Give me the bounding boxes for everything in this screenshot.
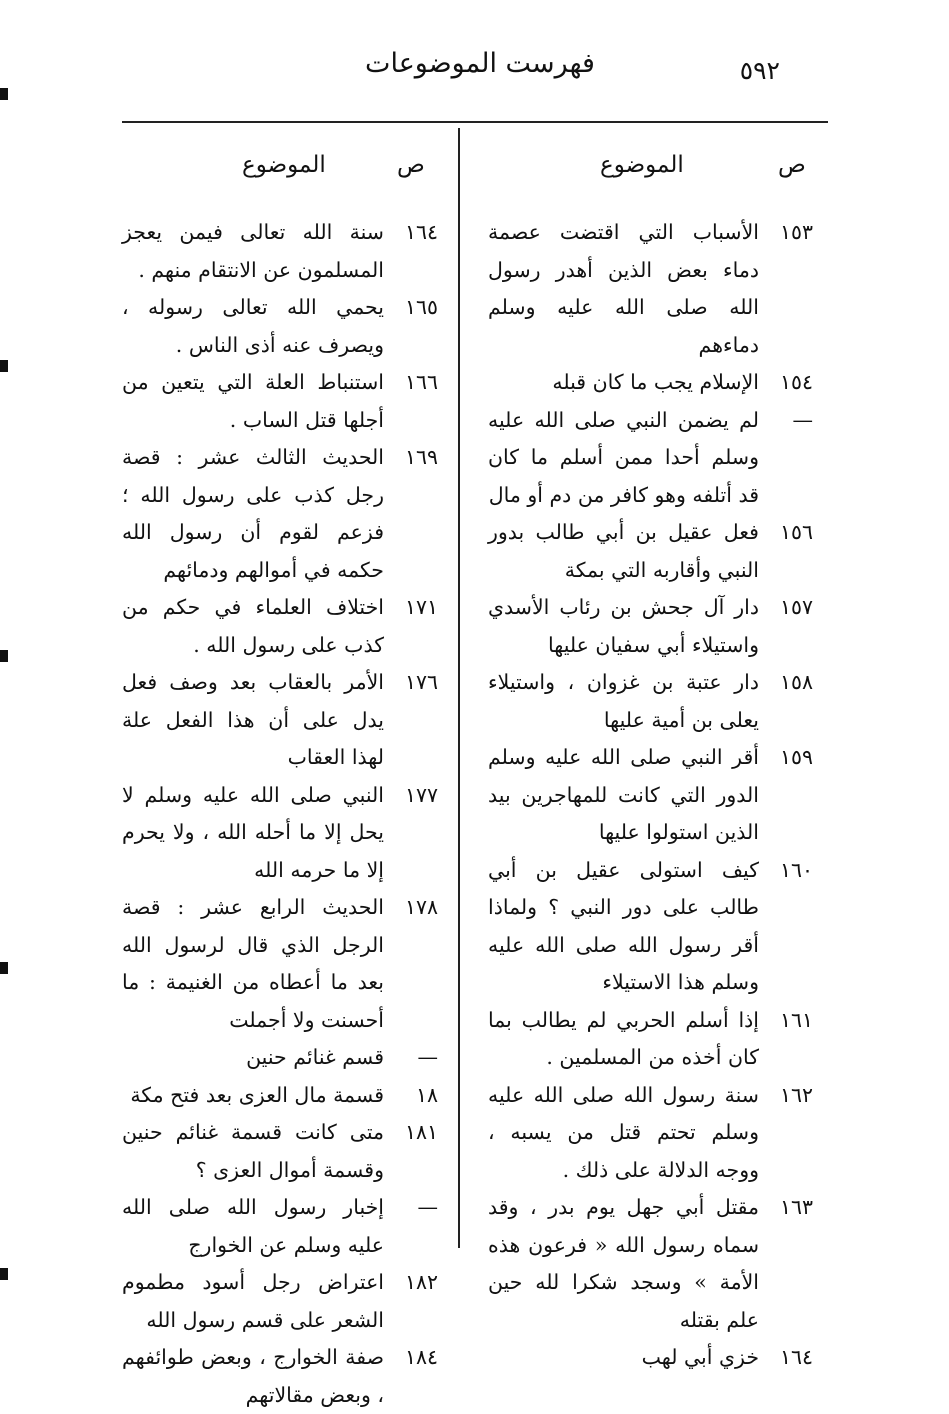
margin-mark xyxy=(0,360,8,372)
toc-entry xyxy=(488,214,813,364)
entry-topic: متى كانت قسمة غنائم حنين وقسمة أموال العزى ؟ xyxy=(122,1120,384,1182)
toc-entry xyxy=(488,852,813,1002)
entry-topic: اختلاف العلماء في حكم من كذب على رسول الله . xyxy=(122,595,384,657)
entry-page-number: ١٦٢ xyxy=(779,1082,813,1107)
left-col-page-head: ص xyxy=(397,152,425,178)
entry-topic: كيف استولى عقيل بن أبي طالب على دور النبي ؟ ولماذا أقر رسول الله صلى الله عليه وسلم هذا الاستيلاء xyxy=(488,857,759,994)
entry-page-number: ١٦٠ xyxy=(779,857,813,882)
entry-page-number: ١٦٥ xyxy=(404,295,438,319)
entry-topic: الحديث الثالث عشر : قصة رجل كذب على رسول الله ؛ فزعم لقوم أن رسول الله حكمه في أموالهم ودمائهم xyxy=(122,445,384,582)
toc-entry xyxy=(122,1039,438,1077)
entry-page-number: ١٥٦ xyxy=(779,520,813,544)
toc-entry xyxy=(122,777,438,890)
entry-topic: الأمر بالعقاب بعد وصف فعل يدل على أن هذا الفعل علة لهذا العقاب xyxy=(122,670,384,769)
entry-page-number: ١٧٦ xyxy=(404,670,438,694)
entry-page-number: ١٦٦ xyxy=(404,370,438,394)
entry-page-number: ١٥٤ xyxy=(779,370,813,394)
entry-page-number: ١٨ xyxy=(415,1082,438,1107)
entry-page-number: ١٧١ xyxy=(404,595,438,619)
page-number: ٥٩٢ xyxy=(739,56,780,85)
entry-topic: إخبار رسول الله صلى الله عليه وسلم عن الخوارج xyxy=(122,1195,384,1257)
toc-entry xyxy=(122,1189,438,1264)
entry-page-number: ١٦٤ xyxy=(779,1345,813,1369)
toc-entry xyxy=(122,1077,438,1115)
toc-entry xyxy=(122,889,438,1039)
entry-topic: استنباط العلة التي يتعين من أجلها قتل الساب . xyxy=(122,370,384,432)
entry-page-number: ١٦٩ xyxy=(404,445,438,469)
margin-mark xyxy=(0,88,8,100)
entry-topic: الإسلام يجب ما كان قبله xyxy=(552,370,759,394)
entry-topic: لم يضمن النبي صلى الله عليه وسلم أحدا ممن أسلم ما كان قد أتلفه وهو كافر من دم أو مال xyxy=(488,407,759,507)
right-col-topic-head: الموضوع xyxy=(600,152,684,178)
toc-entry xyxy=(488,514,813,589)
entry-page-number: ١٦٣ xyxy=(779,1195,813,1219)
entry-page-number: ١٨٤ xyxy=(404,1345,438,1369)
entry-page-number: ١٦١ xyxy=(779,1007,813,1032)
entry-topic: سنة الله تعالى فيمن يعجز المسلمون عن الانتقام منهم . xyxy=(122,220,384,282)
entry-page-number: — xyxy=(417,1195,438,1219)
toc-entry xyxy=(122,214,438,289)
entry-topic: مقتل أبي جهل يوم بدر ، وقد سماه رسول الله « فرعون هذه الأمة » وسجد شكرا لله حين علم بقتله xyxy=(488,1195,759,1332)
entry-topic: فعل عقيل بن أبي طالب بدور النبي وأقاربه التي بمكة xyxy=(488,520,759,582)
entry-page-number: ١٥٣ xyxy=(779,220,813,244)
entry-topic: قسم غنائم حنين xyxy=(246,1045,384,1069)
toc-entry xyxy=(488,1189,813,1339)
margin-mark xyxy=(0,650,8,662)
toc-entry xyxy=(122,1114,438,1189)
page-title: فهرست الموضوعات xyxy=(365,48,595,79)
toc-entry xyxy=(488,364,813,402)
toc-entry xyxy=(488,1077,813,1190)
left-col-topic-head: الموضوع xyxy=(242,152,326,178)
entry-topic: دار آل جحش بن رئاب الأسدي واستيلاء أبي سفيان عليها xyxy=(488,595,759,657)
toc-entry xyxy=(122,439,438,589)
entry-topic: النبي صلى الله عليه وسلم لا يحل إلا ما أحله الله ، ولا يحرم إلا ما حرمه الله xyxy=(122,782,384,882)
entry-page-number: ١٥٨ xyxy=(779,670,813,694)
entry-topic: سنة رسول الله صلى الله عليه وسلم تحتم قتل من يسبه ، ووجه الدلالة على ذلك . xyxy=(488,1082,759,1182)
margin-mark xyxy=(0,962,8,974)
toc-entry xyxy=(122,589,438,664)
entry-page-number: ١٥٧ xyxy=(779,595,813,619)
entry-topic: أقر النبي صلى الله عليه وسلم الدور التي كانت للمهاجرين بيد الذين استولوا عليها xyxy=(488,745,759,844)
toc-entry xyxy=(488,664,813,739)
toc-entry xyxy=(488,1002,813,1077)
toc-entry xyxy=(488,589,813,664)
right-column xyxy=(488,214,813,1377)
entry-page-number: ١٦٤ xyxy=(404,220,438,244)
entry-topic: إذا أسلم الحربي لم يطالب بما كان أخذه من المسلمين . xyxy=(488,1007,759,1069)
entry-page-number: — xyxy=(417,1045,438,1069)
entry-topic: الأسباب التي اقتضت عصمة دماء بعض الذين أهدر رسول الله صلى الله عليه وسلم دماءهم xyxy=(488,220,759,357)
toc-entry xyxy=(122,289,438,364)
entry-topic: صفة الخوارج ، وبعض طوائفهم ، وبعض مقالاتهم xyxy=(122,1345,384,1407)
toc-entry xyxy=(122,364,438,439)
margin-mark xyxy=(0,1268,8,1280)
entry-topic: قسمة مال العزى بعد فتح مكة xyxy=(130,1082,384,1107)
toc-entry xyxy=(488,402,813,515)
toc-entry xyxy=(122,1264,438,1339)
header-rule xyxy=(122,121,828,123)
toc-entry xyxy=(122,1339,438,1414)
entry-page-number: ١٨٢ xyxy=(404,1270,438,1294)
toc-entry xyxy=(488,1339,813,1377)
entry-topic: خزي أبي لهب xyxy=(641,1345,759,1369)
entry-page-number: ١٨١ xyxy=(404,1120,438,1144)
column-divider xyxy=(458,128,460,1248)
entry-topic: دار عتبة بن غزوان ، واستيلاء يعلى بن أمية عليها xyxy=(488,670,759,732)
entry-topic: الحديث الرابع عشر : قصة الرجل الذي قال لرسول الله بعد ما أعطاه من الغنيمة : ما أحسنت ولا أجملت xyxy=(122,895,384,1032)
entry-page-number: — xyxy=(792,407,813,432)
right-col-page-head: ص xyxy=(778,152,806,178)
toc-entry xyxy=(488,739,813,852)
entry-page-number: ١٧٧ xyxy=(404,782,438,807)
toc-entry xyxy=(122,664,438,777)
entry-page-number: ١٥٩ xyxy=(779,745,813,769)
left-column xyxy=(122,214,438,1414)
entry-topic: يحمي الله تعالى رسوله ، ويصرف عنه أذى الناس . xyxy=(122,295,384,357)
entry-topic: اعتراض رجل أسود مطموم الشعر على قسم رسول الله xyxy=(122,1270,384,1332)
entry-page-number: ١٧٨ xyxy=(404,895,438,919)
